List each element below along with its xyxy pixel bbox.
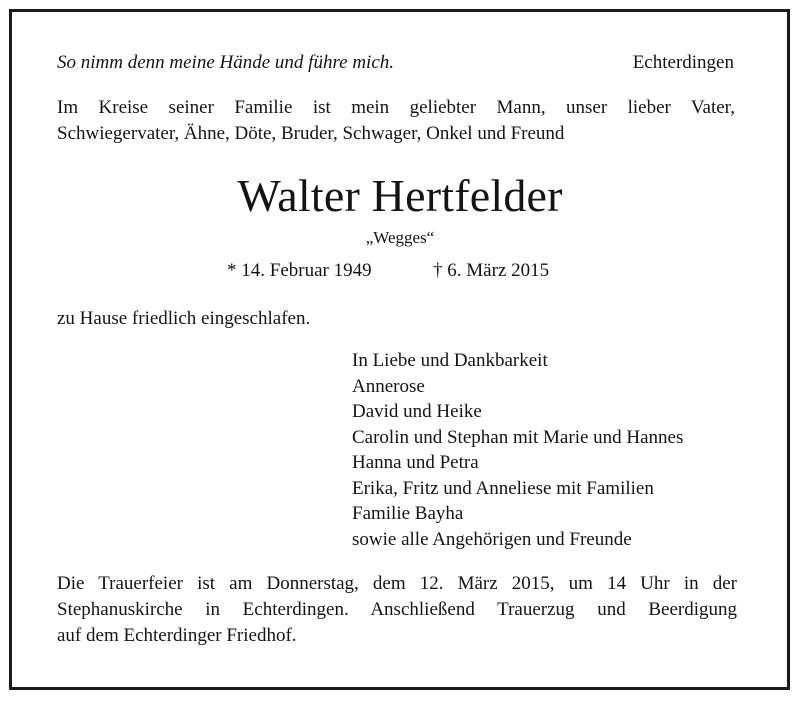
motto-quote: So nimm denn meine Hände und führe mich. xyxy=(57,52,395,73)
intro-line: Im Kreise seiner Familie ist mein geliebter Mann, unser lieber Vater, xyxy=(57,97,735,118)
mourners-list xyxy=(352,348,683,552)
birth-date: * 14. Februar 1949 xyxy=(227,260,372,281)
funeral-service-paragraph xyxy=(57,571,737,649)
mourner-entry: David und Heike xyxy=(352,401,482,422)
mourner-entry: Erika, Fritz und Anneliese mit Familien xyxy=(352,477,654,499)
mourner-entry: Familie Bayha xyxy=(352,503,464,524)
intro-paragraph xyxy=(57,95,735,147)
passing-statement: zu Hause friedlich eingeschlafen. xyxy=(57,308,311,329)
deceased-nickname: „Wegges“ xyxy=(365,228,435,247)
mourners-heading: In Liebe und Dankbarkeit xyxy=(352,350,548,371)
deceased-name: Walter Hertfelder xyxy=(237,170,563,221)
service-line: Stephanuskirche in Echterdingen. Anschließend Trauerzug und Beerdigung xyxy=(57,599,737,620)
service-line: Die Trauerfeier ist am Donnerstag, dem 12. März 2015, um 14 Uhr in der xyxy=(57,573,737,594)
service-line: auf dem Echterdinger Friedhof. xyxy=(57,625,297,646)
mourner-entry: Annerose xyxy=(352,375,425,397)
mourner-entry: Carolin und Stephan mit Marie und Hannes xyxy=(352,426,684,448)
place-name: Echterdingen xyxy=(632,52,734,73)
mourner-entry: sowie alle Angehörigen und Freunde xyxy=(352,528,632,550)
death-date: † 6. März 2015 xyxy=(433,260,550,281)
intro-line: Schwiegervater, Ähne, Döte, Bruder, Schwager, Onkel und Freund xyxy=(57,123,565,144)
mourner-entry: Hanna und Petra xyxy=(352,452,479,473)
